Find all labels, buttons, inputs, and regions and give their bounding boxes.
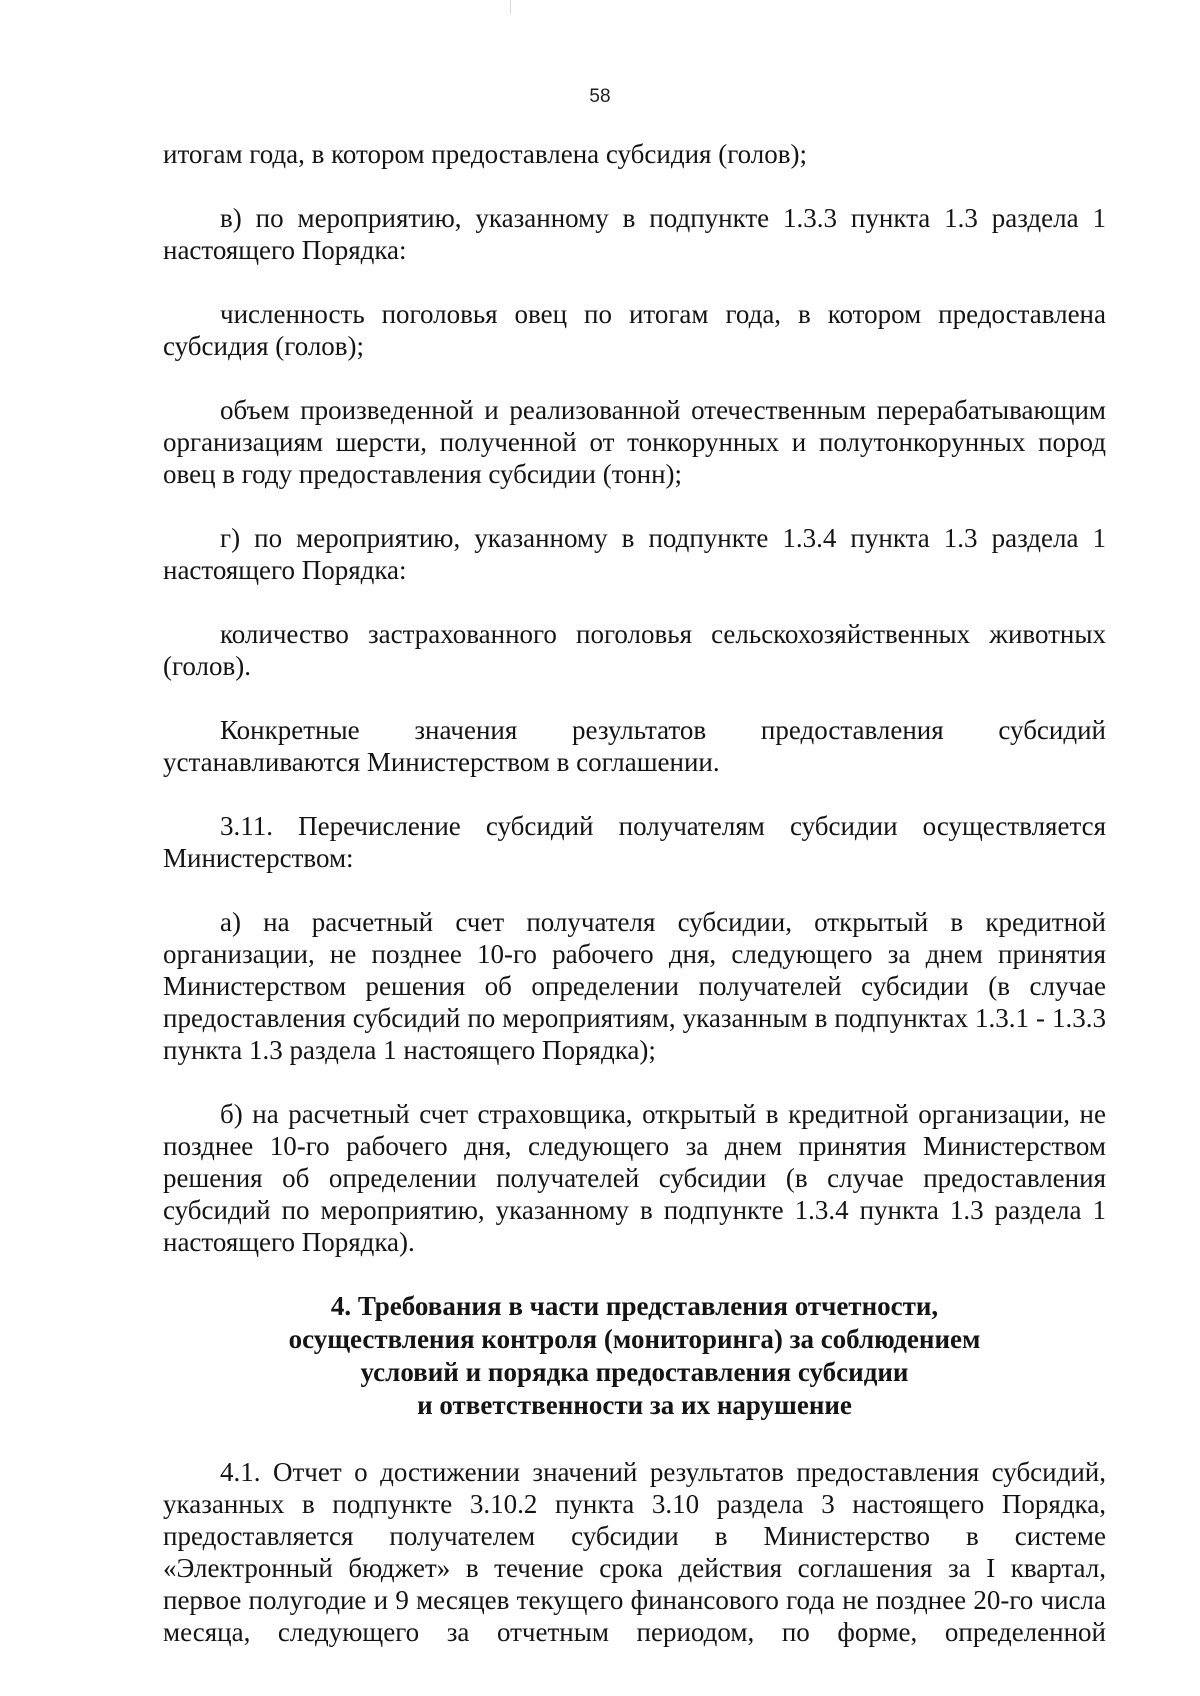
page-number: 58 [589, 86, 611, 107]
section-heading-line: осуществления контроля (мониторинга) за соблюдением [288, 1324, 981, 1354]
section-heading-line: условий и порядка предоставления субсидии [360, 1357, 909, 1387]
paragraph-4-1: 4.1. Отчет о достижении значений результатов предоставления субсидий, указанных в подпункте 3.10.2 пункта 3.10 раздела 3 настоящего Порядка, предоставляется получателем субсидии в Министерство в системе «Электронный бюджет» в течение срока действия соглашения за I квартал, первое полугодие и 9 месяцев текущего финансового года не позднее 20-го числа месяца, следующего за отчетным периодом, по форме, определенной [163, 1457, 1106, 1647]
section-heading [163, 1290, 1106, 1422]
paragraph-item-b: б) на расчетный счет страховщика, открытый в кредитной организации, не позднее 10-го рабочего дня, следующего за днем принятия Министерством решения об определении получателей субсидии (в случае предоставления субсидий по мероприятию, указанному в подпункте 1.3.4 пункта 1.3 раздела 1 настоящего Порядка). [163, 1099, 1106, 1257]
paragraph-continuation: итогам года, в котором предоставлена субсидия (голов); [163, 139, 807, 169]
paragraph-specific-values: Конкретные значения результатов предоставления субсидий устанавливаются Министерством в соглашении. [163, 715, 1106, 777]
paragraph-3-11: 3.11. Перечисление субсидий получателям субсидии осуществляется Министерством: [163, 811, 1106, 873]
section-heading-line: 4. Требования в части представления отчетности, [330, 1291, 939, 1321]
paragraph-insured-livestock: количество застрахованного поголовья сельскохозяйственных животных (голов). [163, 619, 1106, 681]
scan-mark [510, 0, 511, 14]
paragraph-wool-volume: объем произведенной и реализованной отечественным перерабатывающим организациям шерсти, полученной от тонкорунных и полутонкорунных пород овец в году предоставления субсидии (тонн); [163, 395, 1106, 489]
paragraph-item-v: в) по мероприятию, указанному в подпункте 1.3.3 пункта 1.3 раздела 1 настоящего Порядка: [163, 203, 1106, 265]
section-heading-line: и ответственности за их нарушение [417, 1390, 852, 1420]
paragraph-sheep-count: численность поголовья овец по итогам года, в котором предоставлена субсидия (голов); [163, 299, 1106, 361]
paragraph-item-g: г) по мероприятию, указанному в подпункте 1.3.4 пункта 1.3 раздела 1 настоящего Порядка: [163, 523, 1106, 585]
paragraph-item-a: а) на расчетный счет получателя субсидии, открытый в кредитной организации, не позднее 10-го рабочего дня, следующего за днем принятия Министерством решения об определении получателей субсидии (в случае предоставления субсидий по мероприятиям, указанным в подпунктах 1.3.1 - 1.3.3 пункта 1.3 раздела 1 настоящего Порядка); [163, 907, 1106, 1065]
document-body [163, 138, 1106, 1680]
